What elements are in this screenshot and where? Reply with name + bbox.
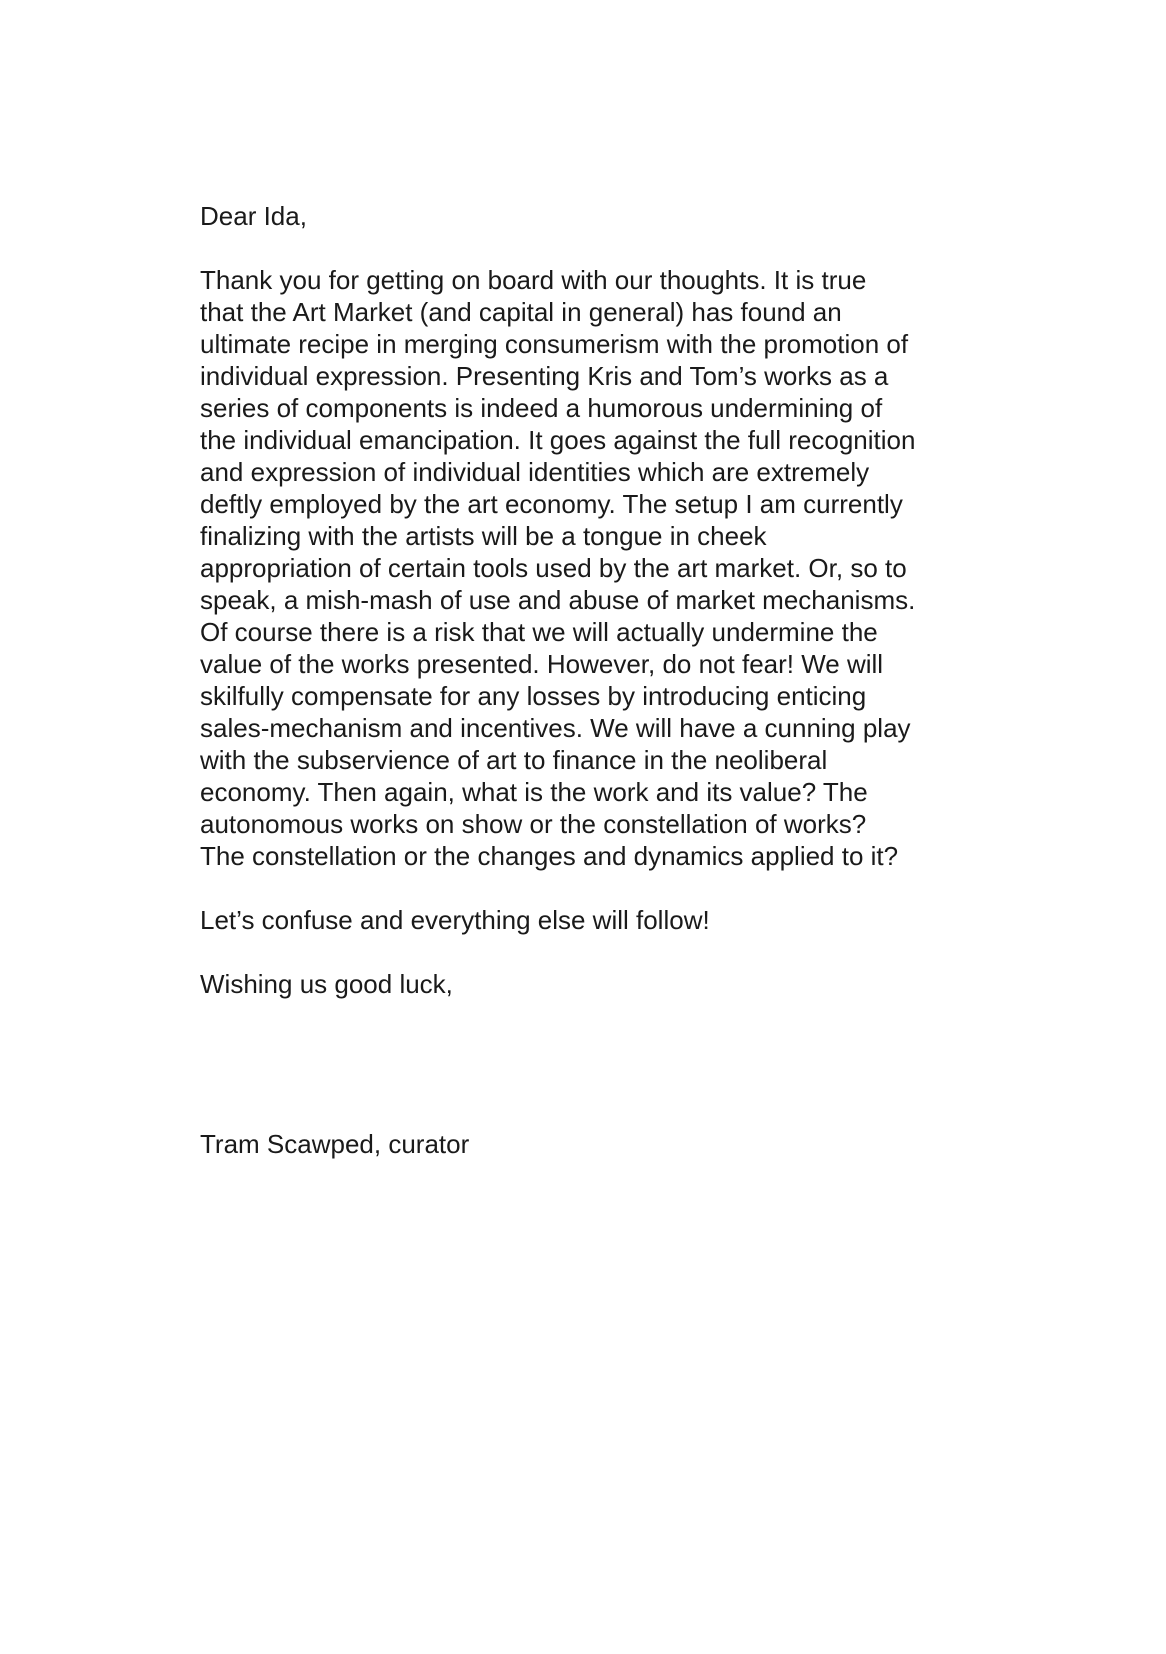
signature: Tram Scawped, curator xyxy=(200,1129,470,1159)
signoff: Wishing us good luck, xyxy=(200,969,453,999)
body-line: deftly employed by the art economy. The setup I am currently xyxy=(200,489,903,519)
body-line: The constellation or the changes and dynamics applied to it? xyxy=(200,841,899,871)
body-line: individual expression. Presenting Kris and Tom’s works as a xyxy=(200,361,889,391)
body-line: Of course there is a risk that we will actually undermine the xyxy=(200,617,878,647)
body-line: skilfully compensate for any losses by introducing enticing xyxy=(200,681,867,711)
body-line: sales-mechanism and incentives. We will have a cunning play xyxy=(200,713,911,743)
body-paragraph xyxy=(200,264,980,872)
body-line: series of components is indeed a humorous undermining of xyxy=(200,393,883,423)
closing-line: Let’s confuse and everything else will follow! xyxy=(200,905,710,935)
letter-text xyxy=(200,200,980,1160)
body-line: the individual emancipation. It goes against the full recognition xyxy=(200,425,916,455)
body-line: Thank you for getting on board with our thoughts. It is true xyxy=(200,265,867,295)
body-line: ultimate recipe in merging consumerism with the promotion of xyxy=(200,329,909,359)
body-line: with the subservience of art to finance in the neoliberal xyxy=(200,745,828,775)
salutation: Dear Ida, xyxy=(200,201,307,231)
body-line: finalizing with the artists will be a tongue in cheek xyxy=(200,521,767,551)
body-line: appropriation of certain tools used by the art market. Or, so to xyxy=(200,553,907,583)
body-line: value of the works presented. However, do not fear! We will xyxy=(200,649,884,679)
body-line: economy. Then again, what is the work and its value? The xyxy=(200,777,868,807)
body-line: that the Art Market (and capital in general) has found an xyxy=(200,297,842,327)
body-line: and expression of individual identities which are extremely xyxy=(200,457,870,487)
body-line: speak, a mish-mash of use and abuse of market mechanisms. xyxy=(200,585,916,615)
body-line: autonomous works on show or the constellation of works? xyxy=(200,809,867,839)
